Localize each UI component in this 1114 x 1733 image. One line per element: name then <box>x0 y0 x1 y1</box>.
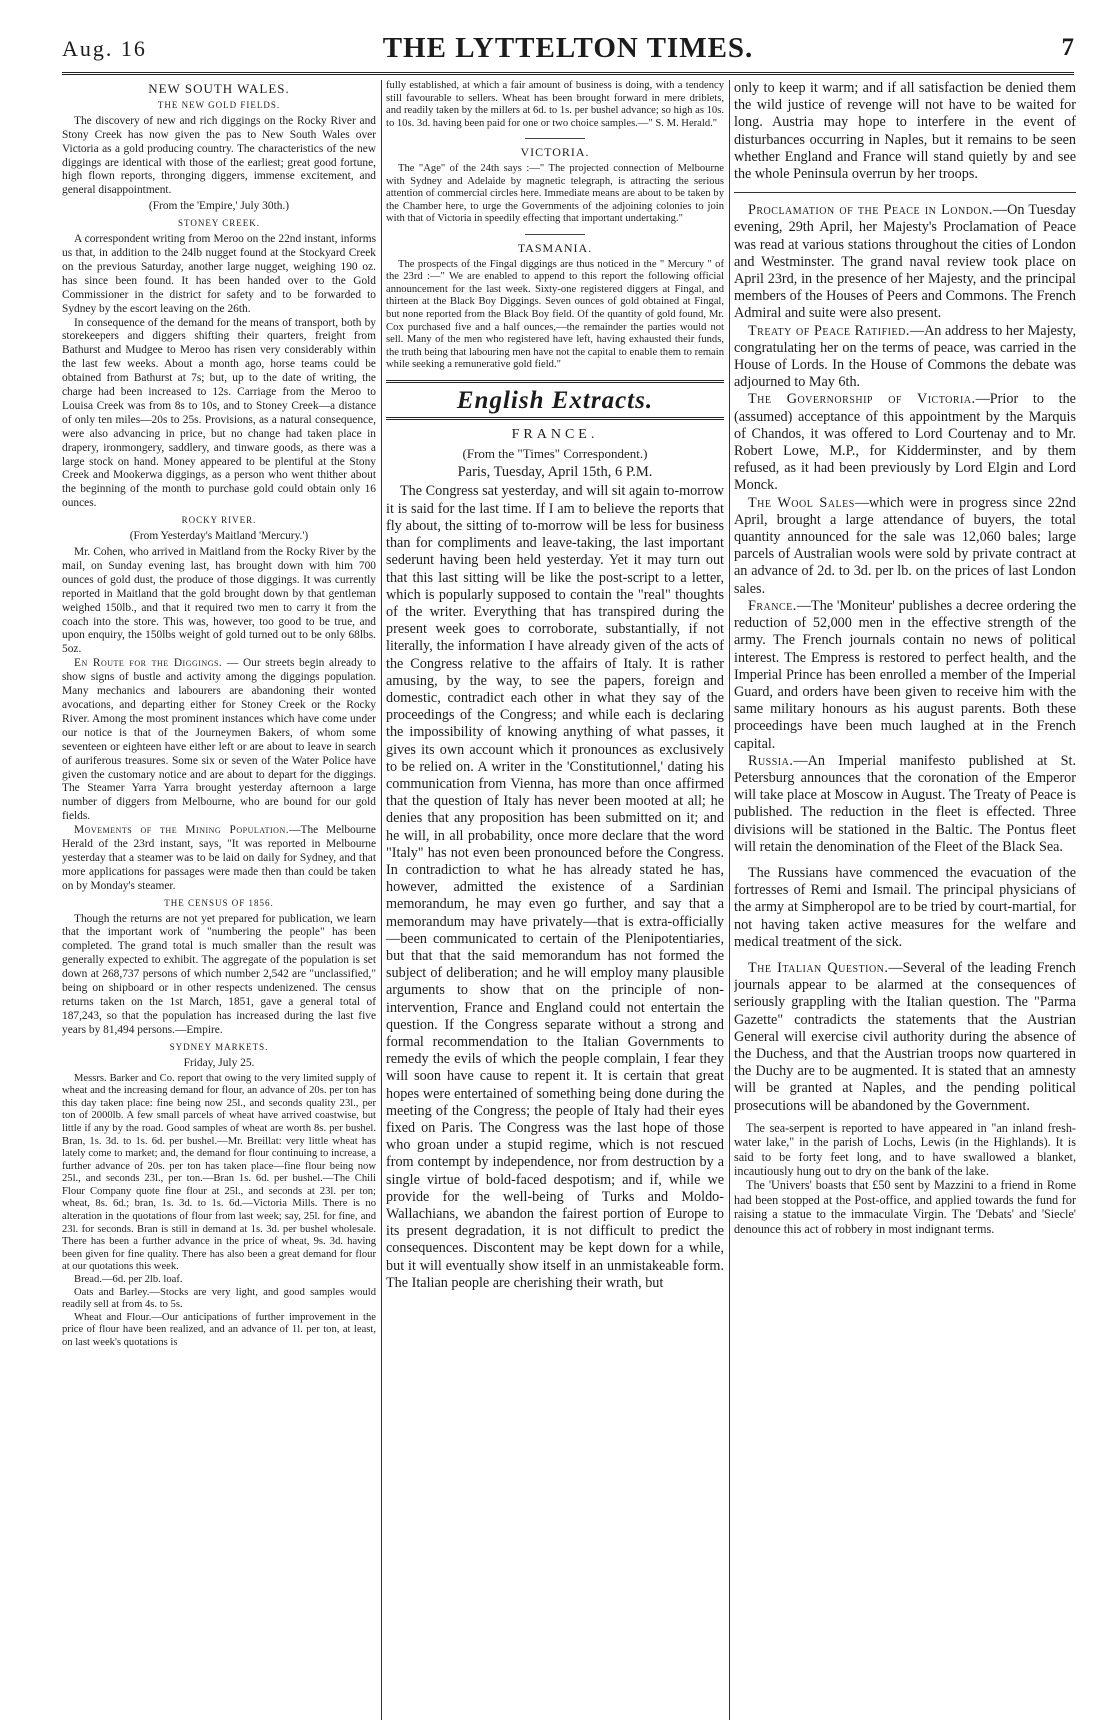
column-divider-2 <box>729 80 730 1720</box>
body-italian: —Several of the leading French journals appear to be alarmed at the consequences of seriously grappling with the Italian question. The "Parma Gazette" contradicts the statements that the Austrian General will exercise civil authority during the absence of the Duchess, and that the Austrian troops now quartered in the Duchy are to be augmented. It is stated that an amnesty will be granted at Naples, and the pending political prosecutions will be abandoned by the Government. <box>734 959 1076 1114</box>
markets-date: Friday, July 25. <box>183 1056 255 1069</box>
article-russians-evacuation: The Russians have commenced the evacuation of the fortresses of Remi and Ismail. The principal physicians of the army at Simpheropol are to be tried by court-martial, for not having taken active measures for the welfare and medical treatment of the sick. <box>734 864 1076 950</box>
article-russia <box>734 753 1076 856</box>
issue-date: Aug. 16 <box>62 36 147 61</box>
article-france-congress: The Congress sat yesterday, and will sit again to-morrow it is said for the last time. If I am to believe the reports that fly about, the sitting of to-morrow will be less for business than for compliments and leave-taking, the last important sederunt having been held yesterday. Yet it may turn out that this last sitting will be like the post-script to a letter, which is popularly supposed to contain the "real" thoughts of the writer. Everything that has transpired during the present week goes to corroborate, substantially, if not literally, the information I have already given of the acts of the Congress relative to the affairs of Italy. It is rather amusing, by the way, to see the papers, foreign and domestic, contradict each other in what they say of the proceedings of the Congress; and while each is declaring the impossibility of knowing anything of what passes, it gives its own account which it pronounces as exclusively to be relied on. A writer in the 'Constitutionnel,' dating his communication from Vienna, has more than once affirmed that the question of Italy has never been mooted at all; he denies that any proposition has been submitted on it; and he will, in all probability, once more declare that the word "Italy" has not even been pronounced before the Congress. In contradiction to what he has already stated he has, however, admitted the existence of a Sardinian memorandum, he may even go further, and say that a memorandum may have privately—that is extra-officially—been communicated to certain of the Plenipotentiaries, but that that the said memorandum has not formed the subject of deliberation; and he will employ many plausible arguments to show that on the principle of non-intervention, France and England could not entertain the question. If the Congress separate without a strong and formal recommendation to the Italian Governments to remedy the evils of which the people complain, I fear they will soon have cause to repent it. It is certain that great hopes were entertained of something being done during the meeting of the Congress; the people of Italy had their eyes fixed on Paris. The Congress was the last hope of those who groan under a stupid regime, which is not rescued from contempt by independence, nor from destruction by a single virtue of bold-faced despotism; and if, while we provide for the well-being of Turks and Moldo-Wallachians, we abandon the fairest portion of Europe to its present degradation, it is not difficult to predict the consequences. Discontent may be kept down for a while, but it will eventually show itself in an unmistakeable form. The Italian people are cherishing their wrath, but <box>386 483 724 1291</box>
market-wheat: Wheat and Flour.—Our anticipations of further improvement in the price of flour have been realized, and an advance of 1l. per ton, at least, on last week's quotations is <box>62 1311 376 1348</box>
market-oats: Oats and Barley.—Stocks are very light, and good samples would readily sell at from 4s. to 5s. <box>62 1286 376 1311</box>
heading-new-gold-fields: THE NEW GOLD FIELDS. <box>157 99 281 110</box>
short-rule <box>525 234 585 235</box>
article-stoney-creek-p2: In consequence of the demand for the means of transport, both by storekeepers and diggers shifting their quarters, freight from Bathurst and Mudgee to Meroo has risen very considerably within the last few weeks. About a month ago, horse teams could be obtained from Bathurst at 7s; but, up to the date of writing, the charge had been increased to 12s. Carriage from the Meroo to Louisa Creek was from 8s to 10s, and to Stoney Creek—a distance of only ten miles—20s to 25s. Provisions, as a natural consequence, were also advancing in price, but no change had taken place in drapery, ironmongery, saddlery, and tinware goods, as there was a large stock on hand. Money appeared to be plentiful at the Stony Creek and Mookerwa diggings, as a person who went thither about the beginning of the month to purchase gold could obtain only 16 ounces. <box>62 316 376 510</box>
masthead-rule <box>62 72 1074 75</box>
article-new-gold-fields: The discovery of new and rich diggings on the Rocky River and Stony Creek has now given the pas to New South Wales over Victoria as a gold producing country. The characteristics of the new diggings are identical with those of the earliest; great good fortune, high flown reports, thronging diggers, immense excitement, and general disappointment. <box>62 114 376 197</box>
heading-sydney-markets: SYDNEY MARKETS. <box>169 1041 269 1052</box>
page-number: 7 <box>1061 34 1074 61</box>
english-extracts-title: English Extracts. <box>456 386 654 414</box>
heading-census: THE CENSUS OF 1856. <box>164 897 274 908</box>
article-proclamation <box>734 202 1076 322</box>
heading-france: FRANCE. <box>511 426 599 442</box>
article-stoney-creek-p1: A correspondent writing from Meroo on the 22nd instant, informs us that, in addition to the 24lb nugget found at the Stockyard Creek on the previous Saturday, another large nugget, weighing 190 oz. has since been found. It has been handed over to the Gold Commissioner in the district for safety and to be forwarded to Sydney by the escort leaving on the 26th. <box>62 233 376 315</box>
short-rule <box>525 138 585 139</box>
column-3 <box>734 80 1076 1725</box>
dateline-paris: Paris, Tuesday, April 15th, 6 P.M. <box>457 464 653 481</box>
article-census: Though the returns are not yet prepared for publication, we learn that the important work of "numbering the people" has been completed. The grand total is much smaller than the result was generally expected to exhibit. The aggregate of the population is set down at 268,737 persons of which number 2,542 are "unclassified," being on shipboard or in other respects undenizened. The census returns taken on the 1st March, 1851, gave a general total of 187,243, so that the population has increased during the last five years by 81,494 persons.—Empire. <box>62 912 376 1036</box>
body-wool-sales: —which were in progress since 22nd April, brought a large attendance of buyers, the total quantity announced for the sale was 12,060 bales; large parcels of Australian wools were sold by private contract at an advance of 2d. to 3d. per lb. on the prices of last London sales. <box>734 494 1076 597</box>
lead-proclamation: Proclamation of the Peace in London. <box>748 202 993 219</box>
heading-tasmania: TASMANIA. <box>517 240 593 255</box>
english-extracts-banner <box>386 380 724 420</box>
article-rocky-river: Mr. Cohen, who arrived in Maitland from the Rocky River by the mail, on Sunday evening last, has brought down with him 700 ounces of gold dust, the produce of those diggings. It was currently reported in Maitland that the gold brought down by that gentleman weighed 150lb., and that it required two men to carry it from the coach into the store. This was, however, too good to be true, and upon enquiry, the 150lbs weight of gold turned out to be only 68lbs. 5oz. <box>62 546 376 656</box>
section-title-nsw: NEW SOUTH WALES. <box>148 81 290 96</box>
source-times: (From the "Times" Correspondent.) <box>462 446 648 462</box>
body-governorship: —Prior to the (assumed) acceptance of this appointment by the Marquis of Chandos, it was offered to Lord Courtenay and to Mr. Robert Lowe, M.P., for Kidderminster, and by them refused, as it had been previously by Lord Elgin and Lord Monck. <box>734 391 1076 494</box>
body-treaty: —An address to her Majesty, congratulating her on the terms of peace, was carried in the House of Lords. In the House of Commons the debate was adjourned to May 6th. <box>734 322 1076 391</box>
article-france-news <box>734 598 1076 753</box>
article-en-route <box>62 657 376 824</box>
newspaper-title: THE LYTTELTON TIMES. <box>382 32 754 64</box>
heading-victoria: VICTORIA. <box>520 145 590 160</box>
markets-continued: fully established, at which a fair amount of business is doing, with a tendency still favourable to sellers. Wheat has been brought forward in mere driblets, and readily taken by the millers at 6d. to 1s. per bushel advance; so high as 10s. to 10s. 3d. having been paid for one or two choice samples.—" S. M. Herald." <box>386 80 724 129</box>
column-divider-1 <box>381 80 382 1720</box>
body-france: —The 'Moniteur' publishes a decree ordering the reduction of 52,000 men in the effective strength of the army. The French journals contain no news of political interest. The Empress is restored to perfect health, and the Imperial Prince has been enrolled a member of the Imperial Guard, and orders have been given to receive him with the same military honours as his august parents. Both these proceedings have been much laughed at in the French capital. <box>734 597 1076 752</box>
article-sydney-markets: Messrs. Barker and Co. report that owing to the very limited supply of wheat and the increasing demand for flour, an advance of 20s. per ton has this day taken place: fine being now 25l., and seconds quality 23l., per ton of 2000lb. A few small parcels of wheat have arrived coastwise, but little if any by the road. Good samples of wheat are worth 8s. per bushel. Bran, 1s. 3d. to 1s. 6d. per bushel.—Mr. Breillat: very little wheat has lately come to market; and, the demand for flour continuing to increase, a further advance of 20s. per ton has taken place—fine flour being now 25l., and seconds 23l., per ton.—Bran 1s. 6d. per bushel.—The Chili Flour Company quote fine flour at 25l., and seconds at 23l. per ton; wheat, 8s. 6d.; bran, 1s. 3d. to 1s. 6d.—Victoria Mills. There is no alteration in the quotations of flour from last week; say, 25l. for fine, and 23l. for seconds. Bran is still in demand at 1s. 3d. per bushel wholesale. There has been a further advance in the price of wheat, 9s. 3d. having been given for fine quality. There has also been a great demand for flour at our quotations this week. <box>62 1072 376 1273</box>
column-2 <box>386 80 724 1725</box>
lead-wool-sales: The Wool Sales <box>748 494 855 511</box>
lead-governorship: The Governorship of Victoria. <box>748 391 976 408</box>
body-movements: —The Melbourne Herald of the 23rd instant, says, "It was reported in Melbourne yesterday that a steamer was to be laid on daily for Sydney, and that more applications for passages were made then than could be taken on by Monday's steamer. <box>62 824 376 892</box>
lead-treaty: Treaty of Peace Ratified. <box>748 322 910 339</box>
masthead <box>62 30 1074 70</box>
article-wool-sales <box>734 495 1076 598</box>
column-1 <box>62 80 376 1725</box>
lead-movements: Movements of the Mining Population. <box>74 824 290 837</box>
article-movements <box>62 824 376 894</box>
lead-france: France. <box>748 597 797 614</box>
article-italian-question <box>734 960 1076 1115</box>
body-en-route: — Our streets begin already to show signs of bustle and activity among the diggings population. Many mechanics and labourers are abandoning their wonted avocations, and departing either for Stoney Creek or the Rocky River. Among the most prominent instances which have come under our notice is that of the Journeymen Bakers, of whom some seventeen or eighteen have either left or are about to leave in search of auriferous treasures. Some six or seven of the Water Police have given the customary notice and are about to depart for the diggings. The Steamer Yarra Yarra brought yesterday afternoon a large number of diggers from Melbourne, who are bound for our gold fields. <box>62 657 376 823</box>
body-proclamation: —On Tuesday evening, 29th April, her Majesty's Proclamation of Peace was read at various stations throughout the cities of London and Westminster. The grand naval review took place on April 23rd, in the presence of her Majesty, and the principal members of the Houses of Peers and Commons. The French Admiral and suite were also present. <box>734 202 1076 322</box>
article-univers: The 'Univers' boasts that £50 sent by Mazzini to a friend in Rome had been stopped at the Post-office, and applied towards the fund for raising a statue to the immaculate Virgin. The 'Debats' and 'Siecle' denounce this act of robbery in most indignant terms. <box>734 1178 1076 1236</box>
article-tasmania: The prospects of the Fingal diggings are thus noticed in the " Mercury " of the 23rd :—" We are enabled to append to this report the following official announcement for the last week. Sixty-one registered diggers at Fingal, and thirteen at the Black Boy Diggings. Seven ounces of gold obtained at Fingal, but none reported from the Black Boy field. Of the quantity of gold found, Mr. Cox purchased five and a half ounces,—the remainder the parties would not sell. Many of the men who registered have left, having exhausted their funds, the truth being that labouring men have not the capital to enable them to remain while seeking a remunerative gold field." <box>386 258 724 371</box>
column-rule <box>734 192 1076 193</box>
body-russia: —An Imperial manifesto published at St. Petersburg announces that the coronation of the Emperor will take place at Moscow in August. The Treaty of Peace is published. The reduction in the fleet is effected. Three divisions will be stationed in the Baltic. The Pontus fleet will retain the denomination of the Fleet of the Black Sea. <box>734 752 1076 855</box>
france-continued: only to keep it warm; and if all satisfaction be denied them the wild justice of revenge will not have to be waited for long. Austria may hope to interfere in the event of disturbances occurring in Naples, but it remains to be seen whether England and France will stand quietly by and see the whole Peninsula overrun by her troops. <box>734 80 1076 183</box>
article-governorship <box>734 391 1076 494</box>
lead-russia: Russia. <box>748 752 794 769</box>
market-bread: Bread.—6d. per 2lb. loaf. <box>74 1274 183 1286</box>
heading-stoney-creek: STONEY CREEK. <box>177 218 260 229</box>
source-empire: (From the 'Empire,' July 30th.) <box>148 200 290 213</box>
heading-rocky-river: ROCKY RIVER. <box>181 515 257 526</box>
article-sea-serpent: The sea-serpent is reported to have appeared in "an inland fresh-water lake," in the parish of Lochs, Lewis (in the Highlands). It is said to be forty feet long, and to have swallowed a blanket, incautiously hung out to dry on the bank of the lake. <box>734 1120 1076 1178</box>
source-maitland-mercury: (From Yesterday's Maitland 'Mercury.') <box>129 530 309 543</box>
lead-en-route: En Route for the Diggings. <box>74 657 223 670</box>
article-victoria: The "Age" of the 24th says :—" The projected connection of Melbourne with Sydney and Adelaide by magnetic telegraph, is attracting the serious attention of commercial circles here. Immediate means are about to be taken by the Chamber here, to urge the Governments of the adjoining colonies to join with that of Victoria in speedily effecting that important undertaking." <box>386 162 724 225</box>
lead-italian: The Italian Question. <box>748 959 889 976</box>
article-treaty <box>734 323 1076 392</box>
